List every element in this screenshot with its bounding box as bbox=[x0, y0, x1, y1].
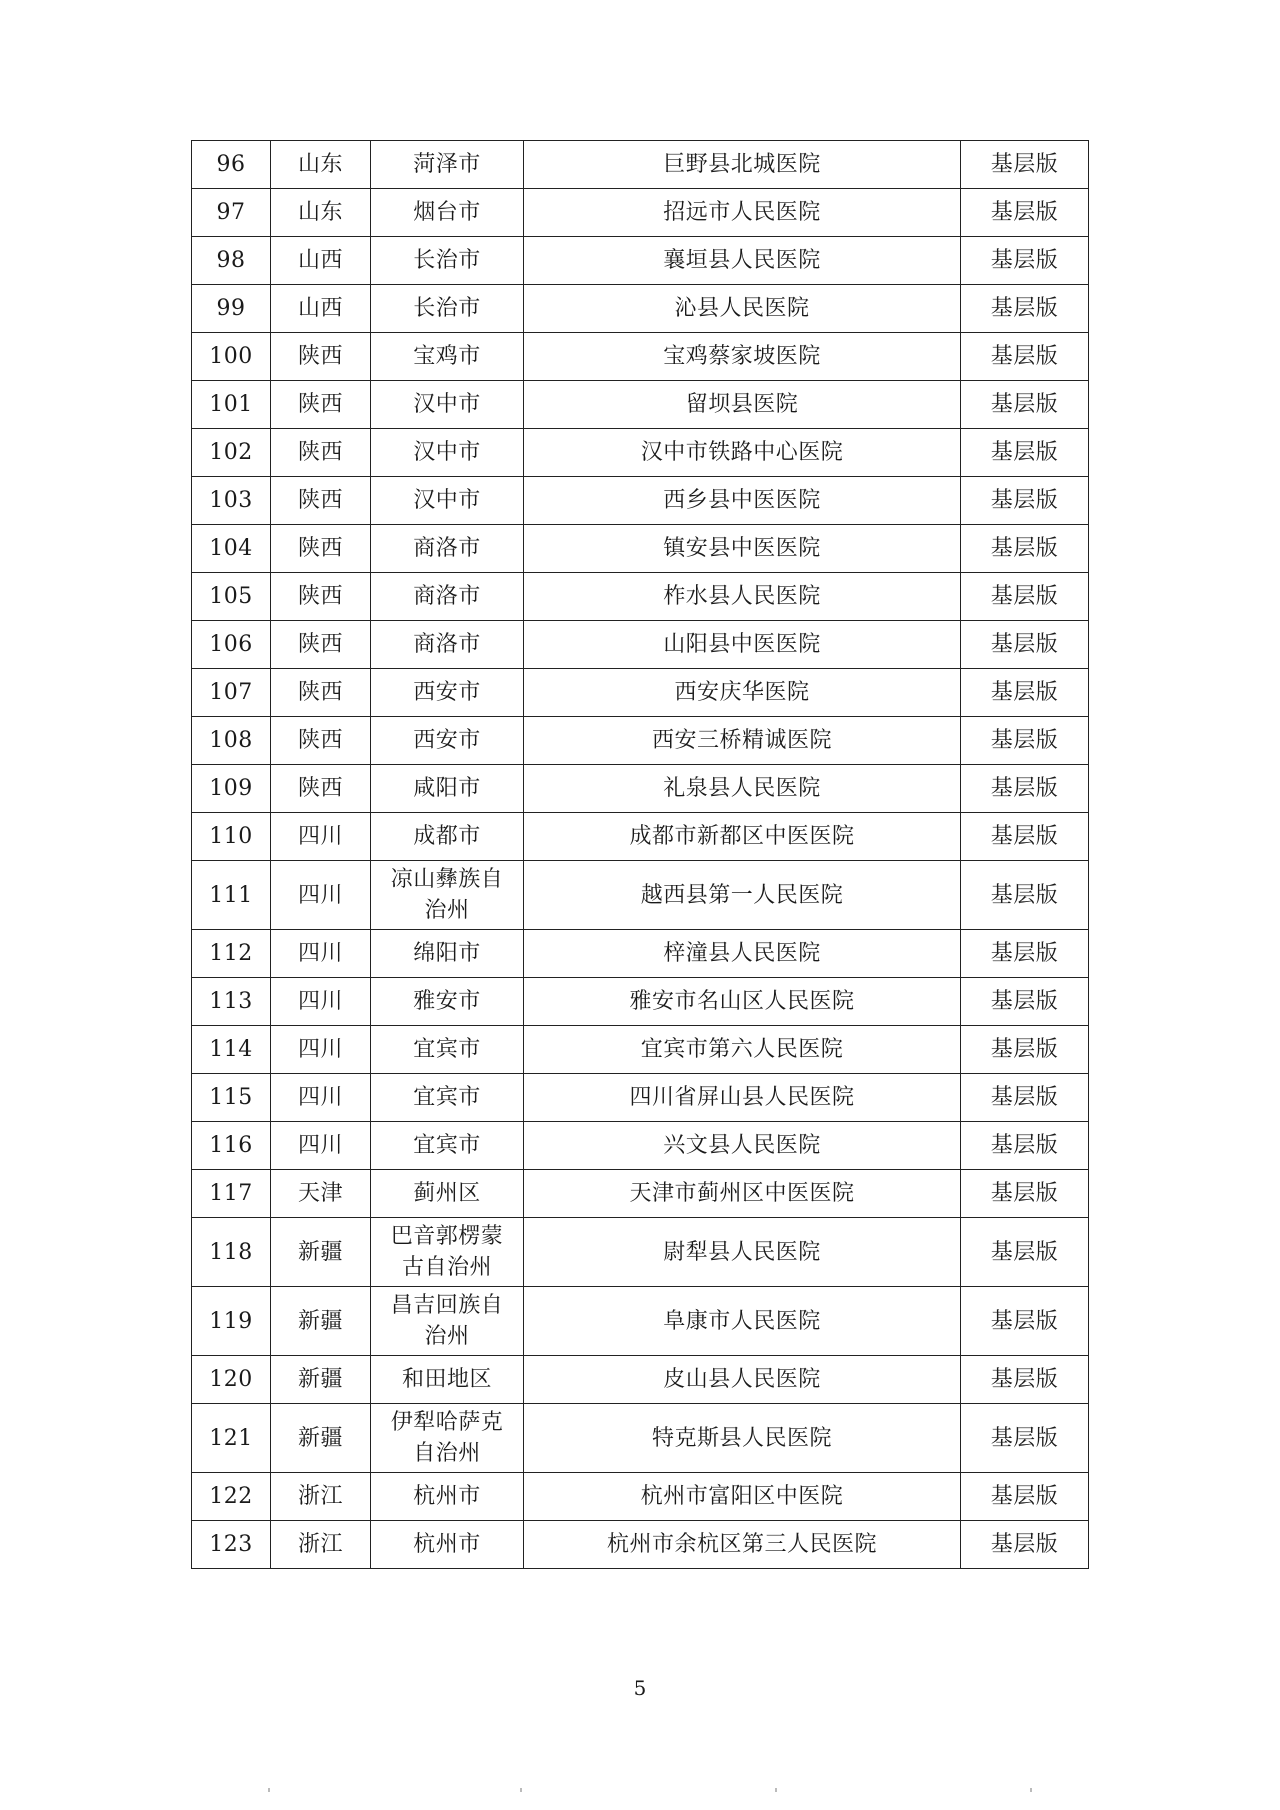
city-cell bbox=[371, 525, 524, 573]
province-cell: 陕西 bbox=[271, 477, 371, 525]
hospital-name-cell: 山阳县中医医院 bbox=[524, 621, 961, 669]
province-cell: 四川 bbox=[271, 978, 371, 1026]
version-cell: 基层版 bbox=[961, 813, 1089, 861]
hospital-name-cell: 招远市人民医院 bbox=[524, 189, 961, 237]
version-cell: 基层版 bbox=[961, 1521, 1089, 1569]
hospital-name-cell: 越西县第一人民医院 bbox=[524, 861, 961, 930]
city-cell bbox=[371, 237, 524, 285]
province-cell: 新疆 bbox=[271, 1404, 371, 1473]
city-cell bbox=[371, 717, 524, 765]
row-number-cell: 101 bbox=[192, 381, 271, 429]
scan-artifacts bbox=[0, 1788, 1280, 1794]
hospital-name-cell: 留坝县医院 bbox=[524, 381, 961, 429]
hospital-name-cell: 西安庆华医院 bbox=[524, 669, 961, 717]
version-cell: 基层版 bbox=[961, 930, 1089, 978]
hospital-name-cell: 阜康市人民医院 bbox=[524, 1287, 961, 1356]
row-number-cell: 107 bbox=[192, 669, 271, 717]
table-row bbox=[192, 477, 1089, 525]
row-number-cell: 110 bbox=[192, 813, 271, 861]
city-text: 长治市 bbox=[413, 296, 481, 321]
version-cell: 基层版 bbox=[961, 1122, 1089, 1170]
version-cell: 基层版 bbox=[961, 1356, 1089, 1404]
city-cell bbox=[371, 381, 524, 429]
city-text: 和田地区 bbox=[401, 1367, 492, 1392]
city-cell bbox=[371, 669, 524, 717]
hospital-name-cell: 柞水县人民医院 bbox=[524, 573, 961, 621]
hospital-name-cell: 襄垣县人民医院 bbox=[524, 237, 961, 285]
province-cell: 山东 bbox=[271, 189, 371, 237]
row-number-cell: 119 bbox=[192, 1287, 271, 1356]
row-number-cell: 122 bbox=[192, 1473, 271, 1521]
version-cell: 基层版 bbox=[961, 1287, 1089, 1356]
row-number-cell: 114 bbox=[192, 1026, 271, 1074]
hospital-name-cell: 沁县人民医院 bbox=[524, 285, 961, 333]
hospital-name-cell: 尉犁县人民医院 bbox=[524, 1218, 961, 1287]
city-text: 蓟州区 bbox=[413, 1181, 481, 1206]
table-row bbox=[192, 189, 1089, 237]
table-row bbox=[192, 861, 1089, 930]
version-cell: 基层版 bbox=[961, 717, 1089, 765]
city-cell bbox=[371, 429, 524, 477]
province-cell: 山西 bbox=[271, 285, 371, 333]
row-number-cell: 123 bbox=[192, 1521, 271, 1569]
province-cell: 陕西 bbox=[271, 525, 371, 573]
version-cell: 基层版 bbox=[961, 1473, 1089, 1521]
province-cell: 四川 bbox=[271, 813, 371, 861]
version-cell: 基层版 bbox=[961, 861, 1089, 930]
table-row bbox=[192, 141, 1089, 189]
city-text: 昌吉回族自治州 bbox=[390, 1293, 504, 1349]
city-cell bbox=[371, 978, 524, 1026]
hospital-name-cell: 巨野县北城医院 bbox=[524, 141, 961, 189]
city-cell bbox=[371, 1122, 524, 1170]
row-number-cell: 121 bbox=[192, 1404, 271, 1473]
row-number-cell: 120 bbox=[192, 1356, 271, 1404]
table-row bbox=[192, 765, 1089, 813]
province-cell: 新疆 bbox=[271, 1287, 371, 1356]
version-cell: 基层版 bbox=[961, 429, 1089, 477]
city-cell bbox=[371, 1026, 524, 1074]
city-text: 宜宾市 bbox=[413, 1133, 481, 1158]
row-number-cell: 99 bbox=[192, 285, 271, 333]
city-cell bbox=[371, 1473, 524, 1521]
hospital-name-cell: 镇安县中医医院 bbox=[524, 525, 961, 573]
row-number-cell: 113 bbox=[192, 978, 271, 1026]
city-cell bbox=[371, 189, 524, 237]
table-row bbox=[192, 429, 1089, 477]
table-row bbox=[192, 237, 1089, 285]
city-cell bbox=[371, 930, 524, 978]
province-cell: 陕西 bbox=[271, 765, 371, 813]
row-number-cell: 100 bbox=[192, 333, 271, 381]
city-text: 伊犁哈萨克自治州 bbox=[390, 1410, 504, 1466]
version-cell: 基层版 bbox=[961, 669, 1089, 717]
province-cell: 陕西 bbox=[271, 669, 371, 717]
city-cell bbox=[371, 1404, 524, 1473]
city-text: 西安市 bbox=[413, 680, 481, 705]
province-cell: 浙江 bbox=[271, 1473, 371, 1521]
city-text: 巴音郭楞蒙古自治州 bbox=[390, 1224, 504, 1280]
hospital-name-cell: 梓潼县人民医院 bbox=[524, 930, 961, 978]
table-row bbox=[192, 621, 1089, 669]
province-cell: 四川 bbox=[271, 930, 371, 978]
version-cell: 基层版 bbox=[961, 525, 1089, 573]
version-cell: 基层版 bbox=[961, 237, 1089, 285]
city-cell bbox=[371, 333, 524, 381]
city-text: 杭州市 bbox=[413, 1532, 481, 1557]
province-cell: 山西 bbox=[271, 237, 371, 285]
version-cell: 基层版 bbox=[961, 765, 1089, 813]
table-row bbox=[192, 1521, 1089, 1569]
row-number-cell: 98 bbox=[192, 237, 271, 285]
table-row bbox=[192, 1356, 1089, 1404]
city-text: 菏泽市 bbox=[413, 152, 481, 177]
table-row bbox=[192, 978, 1089, 1026]
province-cell: 浙江 bbox=[271, 1521, 371, 1569]
hospital-name-cell: 兴文县人民医院 bbox=[524, 1122, 961, 1170]
city-cell bbox=[371, 477, 524, 525]
page-number: 5 bbox=[633, 1676, 647, 1700]
hospital-name-cell: 成都市新都区中医医院 bbox=[524, 813, 961, 861]
table-row bbox=[192, 525, 1089, 573]
row-number-cell: 104 bbox=[192, 525, 271, 573]
city-cell bbox=[371, 285, 524, 333]
city-cell bbox=[371, 1521, 524, 1569]
hospital-name-cell: 杭州市富阳区中医院 bbox=[524, 1473, 961, 1521]
version-cell: 基层版 bbox=[961, 285, 1089, 333]
city-cell bbox=[371, 1074, 524, 1122]
city-text: 烟台市 bbox=[413, 200, 481, 225]
table-row bbox=[192, 1170, 1089, 1218]
table-row bbox=[192, 930, 1089, 978]
version-cell: 基层版 bbox=[961, 381, 1089, 429]
province-cell: 陕西 bbox=[271, 333, 371, 381]
city-text: 成都市 bbox=[413, 824, 481, 849]
city-cell bbox=[371, 1170, 524, 1218]
city-text: 杭州市 bbox=[413, 1484, 481, 1509]
row-number-cell: 115 bbox=[192, 1074, 271, 1122]
city-cell bbox=[371, 861, 524, 930]
hospital-list-table bbox=[191, 140, 1089, 1569]
province-cell: 陕西 bbox=[271, 381, 371, 429]
table-row bbox=[192, 813, 1089, 861]
table-row bbox=[192, 1218, 1089, 1287]
table-row bbox=[192, 381, 1089, 429]
city-text: 商洛市 bbox=[413, 536, 481, 561]
version-cell: 基层版 bbox=[961, 333, 1089, 381]
province-cell: 四川 bbox=[271, 1026, 371, 1074]
version-cell: 基层版 bbox=[961, 1170, 1089, 1218]
table-row bbox=[192, 669, 1089, 717]
city-cell bbox=[371, 1287, 524, 1356]
version-cell: 基层版 bbox=[961, 141, 1089, 189]
city-text: 绵阳市 bbox=[413, 941, 481, 966]
version-cell: 基层版 bbox=[961, 1218, 1089, 1287]
province-cell: 天津 bbox=[271, 1170, 371, 1218]
city-cell bbox=[371, 621, 524, 669]
province-cell: 四川 bbox=[271, 1074, 371, 1122]
hospital-name-cell: 西安三桥精诚医院 bbox=[524, 717, 961, 765]
table-row bbox=[192, 285, 1089, 333]
row-number-cell: 116 bbox=[192, 1122, 271, 1170]
city-text: 汉中市 bbox=[413, 392, 481, 417]
city-text: 宝鸡市 bbox=[413, 344, 481, 369]
table-body bbox=[192, 141, 1089, 1569]
city-text: 咸阳市 bbox=[413, 776, 481, 801]
hospital-name-cell: 宜宾市第六人民医院 bbox=[524, 1026, 961, 1074]
hospital-name-cell: 皮山县人民医院 bbox=[524, 1356, 961, 1404]
row-number-cell: 118 bbox=[192, 1218, 271, 1287]
table-row bbox=[192, 1122, 1089, 1170]
city-text: 西安市 bbox=[413, 728, 481, 753]
province-cell: 陕西 bbox=[271, 429, 371, 477]
version-cell: 基层版 bbox=[961, 621, 1089, 669]
hospital-name-cell: 雅安市名山区人民医院 bbox=[524, 978, 961, 1026]
hospital-name-cell: 西乡县中医医院 bbox=[524, 477, 961, 525]
hospital-name-cell: 天津市蓟州区中医医院 bbox=[524, 1170, 961, 1218]
table-row bbox=[192, 1074, 1089, 1122]
province-cell: 四川 bbox=[271, 861, 371, 930]
version-cell: 基层版 bbox=[961, 573, 1089, 621]
row-number-cell: 97 bbox=[192, 189, 271, 237]
city-text: 商洛市 bbox=[413, 584, 481, 609]
city-text: 宜宾市 bbox=[413, 1085, 481, 1110]
city-text: 汉中市 bbox=[413, 440, 481, 465]
row-number-cell: 108 bbox=[192, 717, 271, 765]
city-text: 宜宾市 bbox=[413, 1037, 481, 1062]
city-text: 长治市 bbox=[413, 248, 481, 273]
city-cell bbox=[371, 813, 524, 861]
province-cell: 新疆 bbox=[271, 1218, 371, 1287]
version-cell: 基层版 bbox=[961, 1404, 1089, 1473]
version-cell: 基层版 bbox=[961, 1026, 1089, 1074]
row-number-cell: 109 bbox=[192, 765, 271, 813]
city-cell bbox=[371, 1218, 524, 1287]
table-row bbox=[192, 1404, 1089, 1473]
row-number-cell: 105 bbox=[192, 573, 271, 621]
hospital-name-cell: 特克斯县人民医院 bbox=[524, 1404, 961, 1473]
row-number-cell: 102 bbox=[192, 429, 271, 477]
hospital-name-cell: 宝鸡蔡家坡医院 bbox=[524, 333, 961, 381]
city-text: 商洛市 bbox=[413, 632, 481, 657]
city-text: 凉山彝族自治州 bbox=[390, 867, 504, 923]
hospital-name-cell: 四川省屏山县人民医院 bbox=[524, 1074, 961, 1122]
province-cell: 山东 bbox=[271, 141, 371, 189]
province-cell: 陕西 bbox=[271, 573, 371, 621]
city-text: 雅安市 bbox=[413, 989, 481, 1014]
version-cell: 基层版 bbox=[961, 189, 1089, 237]
city-cell bbox=[371, 573, 524, 621]
province-cell: 新疆 bbox=[271, 1356, 371, 1404]
table-row bbox=[192, 333, 1089, 381]
row-number-cell: 111 bbox=[192, 861, 271, 930]
city-cell bbox=[371, 141, 524, 189]
version-cell: 基层版 bbox=[961, 978, 1089, 1026]
row-number-cell: 117 bbox=[192, 1170, 271, 1218]
hospital-name-cell: 汉中市铁路中心医院 bbox=[524, 429, 961, 477]
hospital-name-cell: 杭州市余杭区第三人民医院 bbox=[524, 1521, 961, 1569]
city-cell bbox=[371, 1356, 524, 1404]
city-cell bbox=[371, 765, 524, 813]
city-text: 汉中市 bbox=[413, 488, 481, 513]
province-cell: 陕西 bbox=[271, 717, 371, 765]
row-number-cell: 103 bbox=[192, 477, 271, 525]
row-number-cell: 112 bbox=[192, 930, 271, 978]
table-row bbox=[192, 1473, 1089, 1521]
hospital-name-cell: 礼泉县人民医院 bbox=[524, 765, 961, 813]
row-number-cell: 96 bbox=[192, 141, 271, 189]
version-cell: 基层版 bbox=[961, 1074, 1089, 1122]
table-row bbox=[192, 1026, 1089, 1074]
table-row bbox=[192, 573, 1089, 621]
table-row bbox=[192, 1287, 1089, 1356]
table-row bbox=[192, 717, 1089, 765]
province-cell: 陕西 bbox=[271, 621, 371, 669]
row-number-cell: 106 bbox=[192, 621, 271, 669]
province-cell: 四川 bbox=[271, 1122, 371, 1170]
version-cell: 基层版 bbox=[961, 477, 1089, 525]
